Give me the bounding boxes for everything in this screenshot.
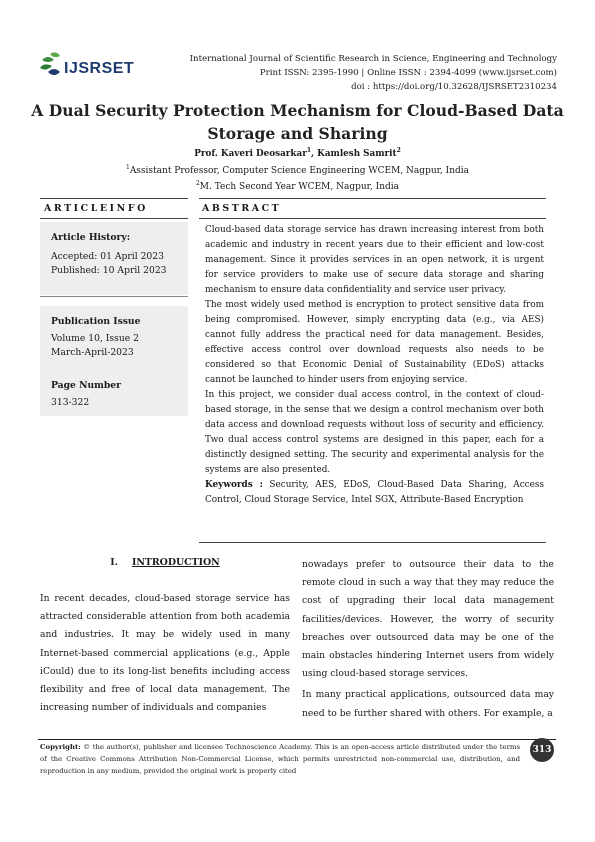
- copyright-text: the author(s), publisher and licensee Technoscience Academy. This is an open-access article distributed under the terms of the Creative Commons Attribution Non-Commercial License, which permits unrestricted non-commercial use, distribution, and reproduction in any medium, provided the original work is properly cited: [40, 743, 520, 775]
- introduction-heading: [40, 557, 290, 568]
- author-sup-2: 2: [396, 147, 401, 154]
- introduction-paragraph-3: In many practical applications, outsourced data may need to be further shared with others. For example, a: [302, 689, 554, 719]
- introduction-left-column: [40, 590, 290, 717]
- author-name-2: Kamlesh Samrit: [317, 148, 397, 159]
- abstract-heading: ABSTRACT: [202, 203, 282, 214]
- affiliation-text-1: Assistant Professor, Computer Science Engineering WCEM, Nagpur, India: [129, 166, 470, 176]
- paper-title-line-2: Storage and Sharing: [207, 124, 388, 143]
- keywords-label: Keywords :: [205, 480, 263, 490]
- affiliation-1: [0, 164, 595, 176]
- paper-title-line-1: A Dual Security Protection Mechanism for Cloud-Based Data: [31, 101, 564, 120]
- introduction-paragraph-2: nowadays prefer to outsource their data to the remote cloud in such a way that they may reduce the cost of upgrading their local data management facilities/devices. However, the worry of security breaches over outsourced data may be one of the main obstacles hindering Internet users from widely using cloud-based storage services.: [302, 559, 554, 680]
- abstract-body: [205, 223, 544, 508]
- affiliation-text-2: M. Tech Second Year WCEM, Nagpur, India: [199, 182, 400, 192]
- affiliation-sup-1: 1: [125, 164, 130, 171]
- article-info-heading-rule: [40, 218, 188, 219]
- author-list: [0, 147, 595, 159]
- article-info-divider: [40, 296, 188, 297]
- page-range: 313-322: [51, 397, 90, 408]
- introduction-number: I.: [110, 557, 118, 568]
- volume-issue: Volume 10, Issue 2: [51, 333, 139, 344]
- cc-icon: ©: [83, 743, 91, 751]
- article-info-heading: ARTICLEINFO: [44, 203, 148, 214]
- journal-logo: [38, 50, 133, 86]
- affiliation-2: [0, 180, 595, 192]
- affiliation-sup-2: 2: [195, 180, 200, 187]
- author-sup-1: 1: [306, 147, 312, 154]
- introduction-right-column: [302, 556, 554, 723]
- keywords-list: Security, AES, EDoS, Cloud-Based Data Sharing, Access Control, Cloud Storage Service, Intel SGX, Attribute-Based Encryption: [205, 480, 544, 505]
- abstract-bottom-rule: [199, 542, 546, 543]
- footer-rule: [38, 739, 556, 740]
- abstract-keywords: [205, 478, 544, 508]
- abstract-paragraph-2: The most widely used method is encryption to protect sensitive data from being compromised. However, simply encrypting data (e.g., via AES) cannot fully address the practical need for data management. Besides, effective access control over download requests also needs to be considered so that Economic Denial of Sustainability (EDoS) attacks cannot be launched to hinder users from enjoying service.: [205, 300, 544, 385]
- copyright-label: Copyright:: [40, 743, 81, 751]
- abstract-paragraph-1: Cloud-based data storage service has drawn increasing interest from both academic and industry in recent years due to their efficient and low-cost management. Since it provides services in an open network, it is urgent for service providers to make use of secure data storage and sharing mechanism to ensure data confidentiality and service user privacy.: [205, 225, 544, 295]
- paper-title: [30, 99, 565, 145]
- article-info-top-rule: [40, 198, 188, 199]
- copyright-notice: [40, 741, 520, 777]
- publication-issue-label: Publication Issue: [51, 316, 141, 327]
- journal-name: International Journal of Scientific Research in Science, Engineering and Technology: [189, 54, 557, 64]
- journal-doi[interactable]: doi : https://doi.org/10.32628/IJSRSET2310234: [351, 82, 557, 92]
- logo-text: IJSRSET: [64, 60, 135, 77]
- published-date: Published: 10 April 2023: [51, 265, 167, 276]
- page-number-badge: 313: [530, 738, 554, 762]
- introduction-title: INTRODUCTION: [131, 557, 220, 568]
- article-history-label: Article History:: [51, 232, 131, 243]
- abstract-paragraph-3: In this project, we consider dual access control, in the context of cloud-based storage, in the sense that we design a control mechanism over both data access and download requests without loss of security and efficiency. Two dual access control systems are designed in this paper, each for a distinctly designed setting. The security and experimental analysis for the systems are also presented.: [205, 390, 544, 475]
- introduction-paragraph-1: In recent decades, cloud-based storage service has attracted considerable attention from both academia and industries. It may be widely used in many Internet-based commercial applications (e.g., Apple iCould) due to its long-list benefits including access flexibility and free of local data management. The increasing number of individuals and companies: [40, 593, 290, 714]
- journal-issn: Print ISSN: 2395-1990 | Online ISSN : 2394-4099 (www.ijsrset.com): [259, 68, 557, 78]
- author-separator: ,: [311, 148, 318, 159]
- publication-period: March-April-2023: [51, 347, 134, 358]
- abstract-top-rule: [199, 198, 546, 199]
- abstract-heading-rule: [199, 218, 546, 219]
- accepted-date: Accepted: 01 April 2023: [51, 251, 164, 262]
- author-name-1: Prof. Kaveri Deosarkar: [194, 148, 307, 159]
- page-number-label: Page Number: [51, 380, 121, 391]
